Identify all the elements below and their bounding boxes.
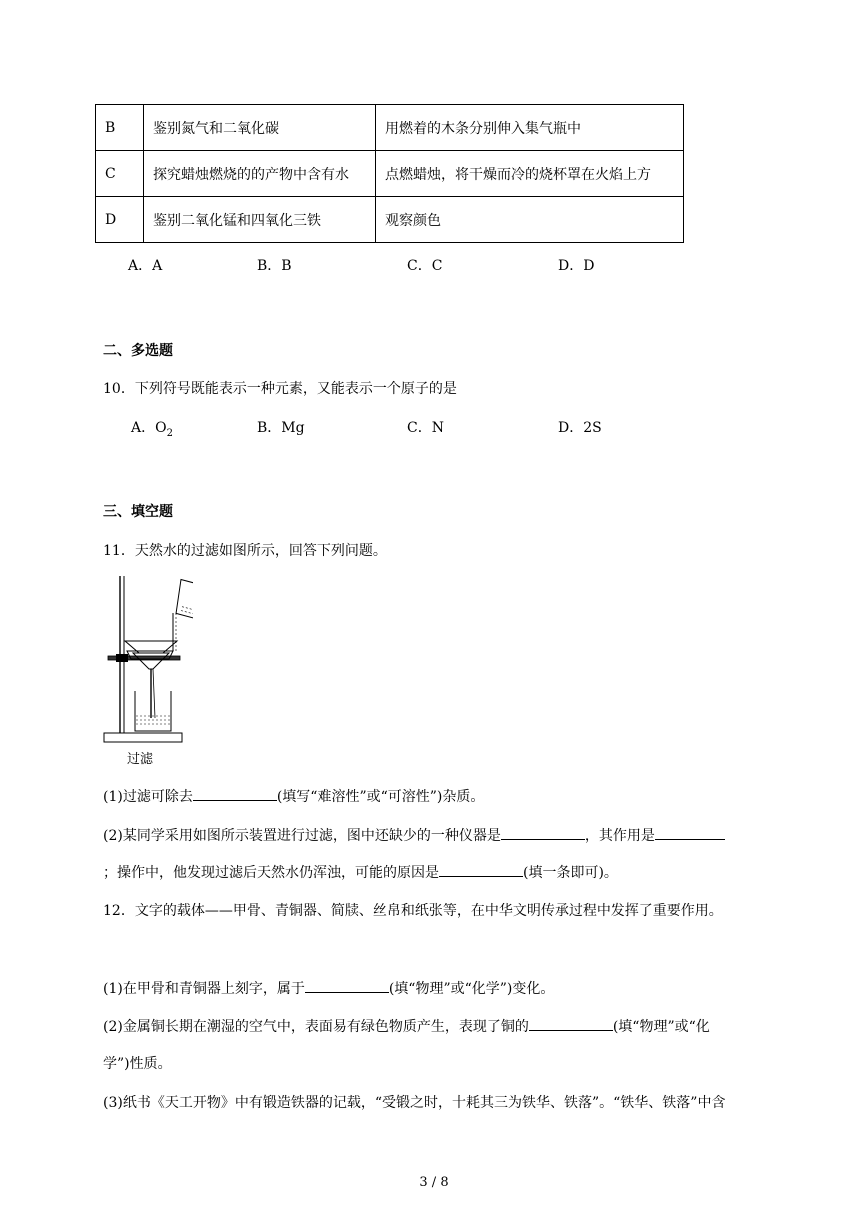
- q11-part2-text-b: ，其作用是: [584, 828, 655, 844]
- q9-choice-c[interactable]: C．C: [407, 258, 443, 274]
- section-title-fill-blank: 三、填空题: [103, 504, 173, 520]
- q11-part1: [103, 786, 484, 806]
- q12-part1-text-a: (1)在甲骨和青铜器上刻字，属于: [103, 981, 305, 997]
- q11-part2-text-c: ；操作中，他发现过滤后天然水仍浑浊，可能的原因是: [103, 865, 439, 881]
- q10-choice-d[interactable]: D．2S: [558, 420, 602, 436]
- row-method: 用燃着的木条分别伸入集气瓶中: [376, 105, 684, 151]
- answer-blank[interactable]: [501, 825, 585, 840]
- q9-choice-b[interactable]: B．B: [257, 258, 292, 274]
- table-row: [96, 197, 684, 243]
- row-label: D: [96, 197, 144, 243]
- q12-stem: 12．文字的载体——甲骨、青铜器、简牍、丝帛和纸张等，在中华文明传承过程中发挥了重要作用。: [103, 903, 723, 919]
- q11-stem: 11．天然水的过滤如图所示，回答下列问题。: [103, 543, 387, 559]
- q11-part1-text-a: (1)过滤可除去: [103, 789, 193, 805]
- answer-blank[interactable]: [439, 862, 523, 877]
- q9-options-table: [95, 104, 684, 243]
- row-method: 观察颜色: [376, 197, 684, 243]
- filtration-apparatus-figure: [103, 573, 193, 765]
- row-purpose: 鉴别二氧化锰和四氧化三铁: [144, 197, 376, 243]
- row-label: B: [96, 105, 144, 151]
- q12-part1: [103, 978, 554, 998]
- q11-part2-cont: [103, 862, 618, 882]
- q10-stem: 10．下列符号既能表示一种元素，又能表示一个原子的是: [103, 381, 457, 397]
- answer-blank[interactable]: [193, 786, 277, 801]
- row-method: 点燃蜡烛，将干燥而冷的烧杯罩在火焰上方: [376, 151, 684, 197]
- answer-blank[interactable]: [529, 1016, 613, 1031]
- q12-part3: (3)纸书《天工开物》中有锻造铁器的记载，“受锻之时，十耗其三为铁华、铁落”。“铁华、铁落”中含: [103, 1095, 726, 1111]
- section-title-multiple-choice: 二、多选题: [103, 343, 173, 359]
- figure-caption: 过滤: [127, 752, 154, 767]
- q11-part2-text-a: (2)某同学采用如图所示装置进行过滤，图中还缺少的一种仪器是: [103, 828, 501, 844]
- q12-part1-text-b: (填“物理”或“化学”)变化。: [388, 981, 555, 997]
- table-row: [96, 105, 684, 151]
- row-purpose: 鉴别氮气和二氧化碳: [144, 105, 376, 151]
- q11-part1-text-b: (填写“难溶性”或“可溶性”)杂质。: [276, 789, 485, 805]
- q10-choice-b[interactable]: B．Mg: [257, 420, 305, 436]
- q12-part2-text-a: (2)金属铜长期在潮湿的空气中，表面易有绿色物质产生，表现了铜的: [103, 1019, 529, 1035]
- row-label: C: [96, 151, 144, 197]
- answer-blank[interactable]: [655, 825, 725, 840]
- q10-choice-a-text: A．O: [131, 420, 167, 436]
- q9-choice-d[interactable]: D．D: [558, 258, 595, 274]
- q10-choice-a[interactable]: [131, 417, 173, 439]
- q12-part2: [103, 1016, 710, 1036]
- q12-part2-cont: 学”)性质。: [103, 1056, 172, 1072]
- page-number: 3 / 8: [419, 1175, 449, 1190]
- q9-choice-a[interactable]: A．A: [128, 258, 163, 274]
- q11-part2-text-d: (填一条即可)。: [523, 865, 618, 881]
- q10-choice-c[interactable]: C．N: [407, 420, 444, 436]
- q12-part2-text-b: (填“物理”或“化: [612, 1019, 710, 1035]
- q10-choice-a-subscript: 2: [166, 427, 173, 439]
- row-purpose: 探究蜡烛燃烧的的产物中含有水: [144, 151, 376, 197]
- table-row: [96, 151, 684, 197]
- answer-blank[interactable]: [305, 978, 389, 993]
- q11-part2: [103, 825, 725, 845]
